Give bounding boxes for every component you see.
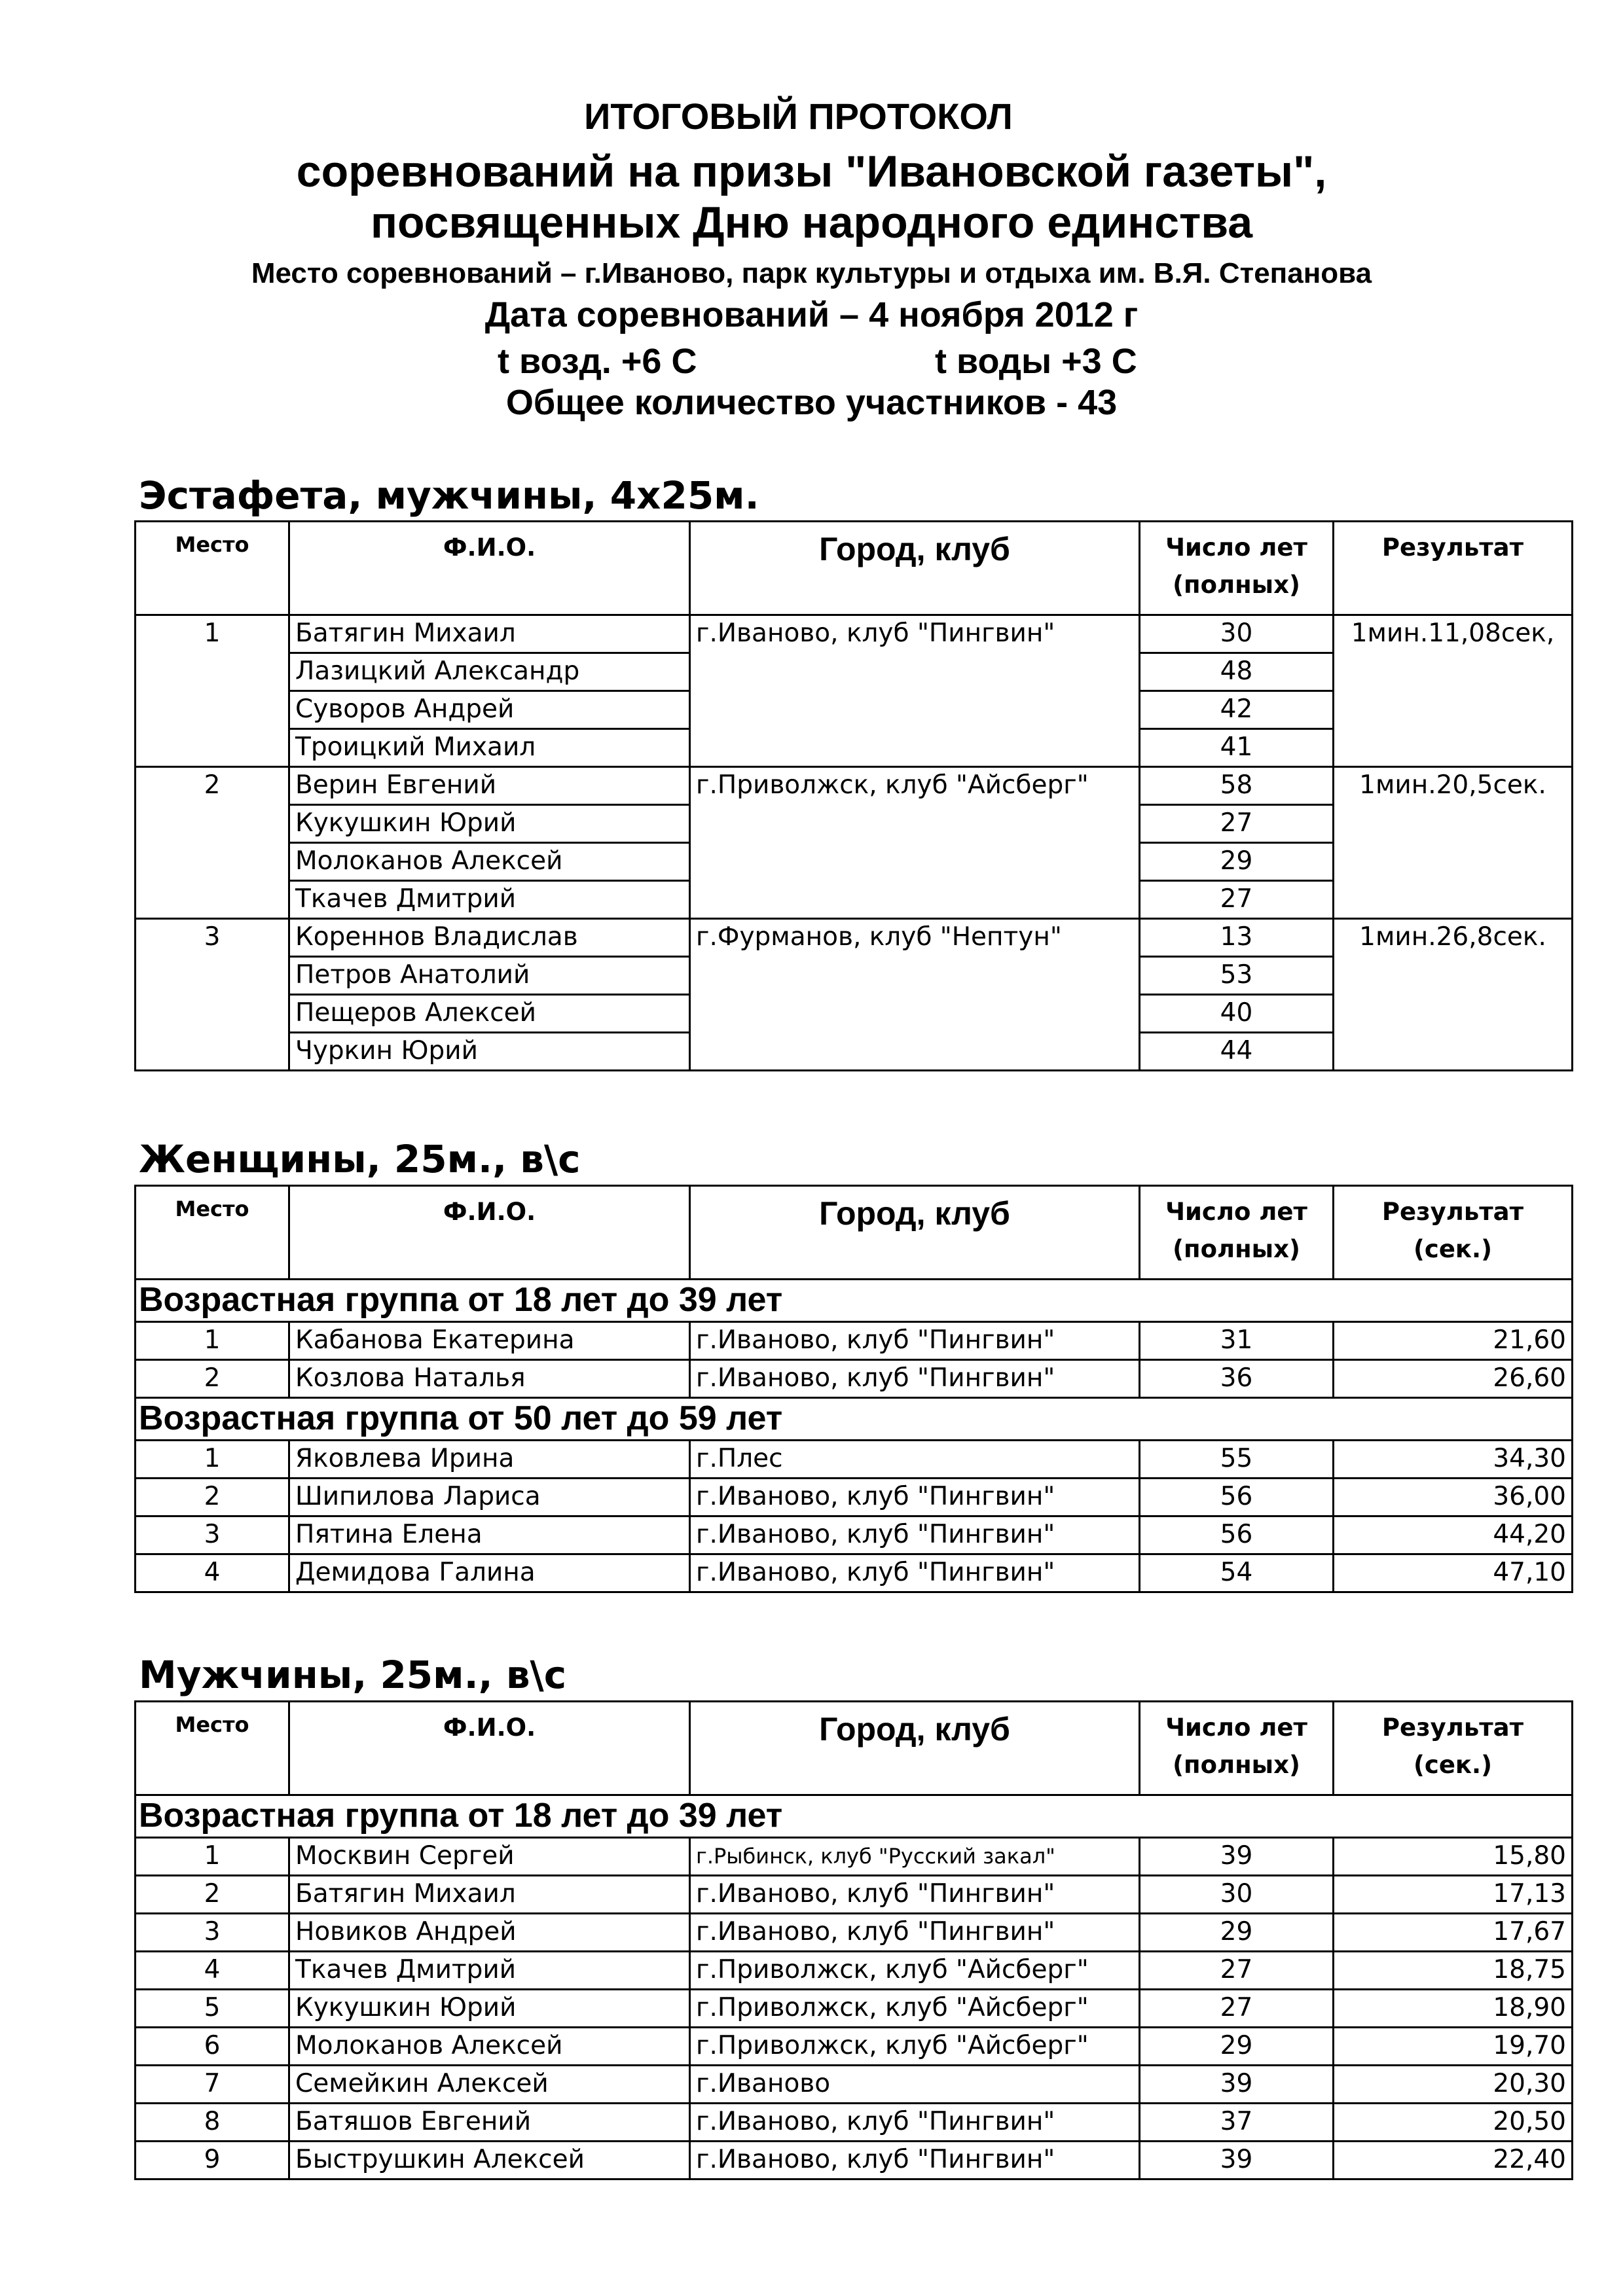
column-header-name: Ф.И.О. — [289, 1702, 690, 1795]
column-header-city: Город, клуб — [690, 1702, 1140, 1795]
relay-member-age: 53 — [1140, 957, 1334, 995]
relay-member-name: Ткачев Дмитрий — [289, 881, 690, 919]
club-cell: г.Иваново, клуб "Пингвин" — [690, 1322, 1140, 1360]
relay-team-club: г.Иваново, клуб "Пингвин" — [690, 615, 1140, 767]
table-row — [136, 2066, 1573, 2104]
age-cell: 27 — [1140, 1952, 1334, 1990]
column-header-city: Город, клуб — [690, 522, 1140, 615]
club-cell: г.Иваново — [690, 2066, 1140, 2104]
age-cell: 39 — [1140, 2066, 1334, 2104]
relay-team-place: 3 — [136, 919, 289, 1071]
club-cell: г.Иваново, клуб "Пингвин" — [690, 2142, 1140, 2179]
club-cell: г.Приволжск, клуб "Айсберг" — [690, 2028, 1140, 2066]
result-cell: 22,40 — [1334, 2142, 1573, 2179]
relay-table — [134, 520, 1573, 1071]
result-cell: 20,50 — [1334, 2104, 1573, 2142]
result-cell: 34,30 — [1334, 1441, 1573, 1479]
air-temperature: t возд. +6 С — [498, 342, 697, 381]
table-row — [136, 1952, 1573, 1990]
name-cell: Быструшкин Алексей — [289, 2142, 690, 2179]
water-temperature: t воды +3 С — [935, 342, 1137, 381]
club-cell: г.Иваново, клуб "Пингвин" — [690, 2104, 1140, 2142]
result-cell: 17,13 — [1334, 1876, 1573, 1914]
age-cell: 29 — [1140, 2028, 1334, 2066]
table-row — [136, 1441, 1573, 1479]
result-cell: 20,30 — [1334, 2066, 1573, 2104]
place-cell: 1 — [136, 1441, 289, 1479]
relay-member-age: 58 — [1140, 767, 1334, 805]
result-cell: 36,00 — [1334, 1479, 1573, 1516]
age-cell: 29 — [1140, 1914, 1334, 1952]
relay-member-age: 13 — [1140, 919, 1334, 957]
place-cell: 1 — [136, 1838, 289, 1876]
name-cell: Козлова Наталья — [289, 1360, 690, 1398]
club-cell: г.Иваново, клуб "Пингвин" — [690, 1360, 1140, 1398]
column-header-age: Число лет (полных) — [1140, 522, 1334, 615]
relay-member-age: 30 — [1140, 615, 1334, 653]
place-cell: 1 — [136, 1322, 289, 1360]
column-header-age: Число лет (полных) — [1140, 1702, 1334, 1795]
result-cell: 19,70 — [1334, 2028, 1573, 2066]
table-row — [136, 1876, 1573, 1914]
relay-team-result: 1мин.26,8сек. — [1334, 919, 1573, 1071]
table-row — [136, 1322, 1573, 1360]
age-cell: 37 — [1140, 2104, 1334, 2142]
relay-member-name: Суворов Андрей — [289, 691, 690, 729]
place-cell: 2 — [136, 1876, 289, 1914]
column-header-result: Результат — [1334, 522, 1573, 615]
relay-team-place: 1 — [136, 615, 289, 767]
men-header-row — [136, 1702, 1573, 1795]
age-cell: 27 — [1140, 1990, 1334, 2028]
name-cell: Кабанова Екатерина — [289, 1322, 690, 1360]
column-header-name: Ф.И.О. — [289, 1186, 690, 1280]
relay-member-name: Лазицкий Александр — [289, 653, 690, 691]
name-cell: Москвин Сергей — [289, 1838, 690, 1876]
table-row — [136, 1554, 1573, 1592]
relay-member-age: 40 — [1140, 995, 1334, 1033]
name-cell: Пятина Елена — [289, 1516, 690, 1554]
table-row — [136, 1360, 1573, 1398]
table-row — [136, 1838, 1573, 1876]
club-cell: г.Иваново, клуб "Пингвин" — [690, 1876, 1140, 1914]
club-cell: г.Иваново, клуб "Пингвин" — [690, 1516, 1140, 1554]
club-cell: г.Иваново, клуб "Пингвин" — [690, 1554, 1140, 1592]
result-cell: 26,60 — [1334, 1360, 1573, 1398]
competition-subtitle-line1: соревнований на призы "Ивановской газеты", — [296, 147, 1327, 196]
place-cell: 2 — [136, 1360, 289, 1398]
relay-member-age: 48 — [1140, 653, 1334, 691]
place-cell: 6 — [136, 2028, 289, 2066]
relay-team-place: 2 — [136, 767, 289, 919]
age-group-row — [136, 1398, 1573, 1441]
name-cell: Шипилова Лариса — [289, 1479, 690, 1516]
place-cell: 7 — [136, 2066, 289, 2104]
table-row — [136, 1914, 1573, 1952]
name-cell: Семейкин Алексей — [289, 2066, 690, 2104]
place-cell: 4 — [136, 1554, 289, 1592]
relay-row — [136, 767, 1573, 805]
column-header-place: Место — [136, 1186, 289, 1280]
relay-member-name: Верин Евгений — [289, 767, 690, 805]
name-cell: Кукушкин Юрий — [289, 1990, 690, 2028]
name-cell: Демидова Галина — [289, 1554, 690, 1592]
club-cell: г.Иваново, клуб "Пингвин" — [690, 1479, 1140, 1516]
club-cell: г.Рыбинск, клуб "Русский закал" — [690, 1838, 1140, 1876]
relay-member-name: Петров Анатолий — [289, 957, 690, 995]
age-group-label: Возрастная группа от 18 лет до 39 лет — [136, 1280, 1573, 1322]
relay-team-club: г.Фурманов, клуб "Нептун" — [690, 919, 1140, 1071]
relay-member-name: Пещеров Алексей — [289, 995, 690, 1033]
relay-member-age: 41 — [1140, 729, 1334, 767]
result-cell: 44,20 — [1334, 1516, 1573, 1554]
relay-member-age: 29 — [1140, 843, 1334, 881]
age-cell: 39 — [1140, 2142, 1334, 2179]
club-cell: г.Плес — [690, 1441, 1140, 1479]
competition-venue: Место соревнований – г.Иваново, парк культуры и отдыха им. В.Я. Степанова — [251, 257, 1372, 289]
men-section-title: Мужчины, 25м., в\с — [139, 1653, 567, 1697]
table-row — [136, 2028, 1573, 2066]
place-cell: 3 — [136, 1914, 289, 1952]
table-row — [136, 1990, 1573, 2028]
relay-team-result: 1мин.20,5сек. — [1334, 767, 1573, 919]
club-cell: г.Приволжск, клуб "Айсберг" — [690, 1990, 1140, 2028]
women-header-row — [136, 1186, 1573, 1280]
age-group-label: Возрастная группа от 50 лет до 59 лет — [136, 1398, 1573, 1441]
competition-date: Дата соревнований – 4 ноября 2012 г — [484, 295, 1139, 334]
table-row — [136, 1479, 1573, 1516]
result-cell: 18,90 — [1334, 1990, 1573, 2028]
column-header-place: Место — [136, 1702, 289, 1795]
age-group-row — [136, 1280, 1573, 1322]
relay-row — [136, 615, 1573, 653]
total-participants: Общее количество участников - 43 — [505, 383, 1118, 422]
age-cell: 36 — [1140, 1360, 1334, 1398]
column-header-result: Результат (сек.) — [1334, 1186, 1573, 1280]
column-header-city: Город, клуб — [690, 1186, 1140, 1280]
column-header-place: Место — [136, 522, 289, 615]
table-row — [136, 1516, 1573, 1554]
relay-member-age: 27 — [1140, 881, 1334, 919]
age-cell: 30 — [1140, 1876, 1334, 1914]
competition-subtitle-line2: посвященных Дню народного единства — [370, 198, 1253, 247]
relay-team-result: 1мин.11,08сек, — [1334, 615, 1573, 767]
column-header-result: Результат (сек.) — [1334, 1702, 1573, 1795]
relay-row — [136, 919, 1573, 957]
result-cell: 17,67 — [1334, 1914, 1573, 1952]
result-cell: 18,75 — [1334, 1952, 1573, 1990]
relay-member-name: Кукушкин Юрий — [289, 805, 690, 843]
age-cell: 54 — [1140, 1554, 1334, 1592]
relay-member-name: Кореннов Владислав — [289, 919, 690, 957]
name-cell: Яковлева Ирина — [289, 1441, 690, 1479]
result-cell: 15,80 — [1334, 1838, 1573, 1876]
relay-member-name: Молоканов Алексей — [289, 843, 690, 881]
table-row — [136, 2104, 1573, 2142]
age-cell: 55 — [1140, 1441, 1334, 1479]
women-table — [134, 1185, 1573, 1593]
place-cell: 5 — [136, 1990, 289, 2028]
age-cell: 31 — [1140, 1322, 1334, 1360]
relay-team-club: г.Приволжск, клуб "Айсберг" — [690, 767, 1140, 919]
relay-member-name: Батягин Михаил — [289, 615, 690, 653]
result-cell: 21,60 — [1334, 1322, 1573, 1360]
age-cell: 39 — [1140, 1838, 1334, 1876]
place-cell: 8 — [136, 2104, 289, 2142]
relay-member-age: 27 — [1140, 805, 1334, 843]
column-header-name: Ф.И.О. — [289, 522, 690, 615]
age-cell: 56 — [1140, 1479, 1334, 1516]
age-cell: 56 — [1140, 1516, 1334, 1554]
place-cell: 3 — [136, 1516, 289, 1554]
name-cell: Молоканов Алексей — [289, 2028, 690, 2066]
club-cell: г.Приволжск, клуб "Айсберг" — [690, 1952, 1140, 1990]
name-cell: Ткачев Дмитрий — [289, 1952, 690, 1990]
relay-member-age: 44 — [1140, 1033, 1334, 1071]
name-cell: Батяшов Евгений — [289, 2104, 690, 2142]
relay-member-name: Чуркин Юрий — [289, 1033, 690, 1071]
relay-member-name: Троицкий Михаил — [289, 729, 690, 767]
relay-section-title: Эстафета, мужчины, 4х25м. — [139, 473, 759, 518]
name-cell: Новиков Андрей — [289, 1914, 690, 1952]
result-cell: 47,10 — [1334, 1554, 1573, 1592]
age-group-row — [136, 1795, 1573, 1838]
place-cell: 9 — [136, 2142, 289, 2179]
protocol-title: ИТОГОВЫЙ ПРОТОКОЛ — [584, 96, 1013, 137]
women-section-title: Женщины, 25м., в\с — [139, 1137, 581, 1181]
place-cell: 2 — [136, 1479, 289, 1516]
men-table — [134, 1700, 1573, 2180]
club-cell: г.Иваново, клуб "Пингвин" — [690, 1914, 1140, 1952]
name-cell: Батягин Михаил — [289, 1876, 690, 1914]
relay-header-row — [136, 522, 1573, 615]
place-cell: 4 — [136, 1952, 289, 1990]
table-row — [136, 2142, 1573, 2179]
column-header-age: Число лет (полных) — [1140, 1186, 1334, 1280]
age-group-label: Возрастная группа от 18 лет до 39 лет — [136, 1795, 1573, 1838]
relay-member-age: 42 — [1140, 691, 1334, 729]
